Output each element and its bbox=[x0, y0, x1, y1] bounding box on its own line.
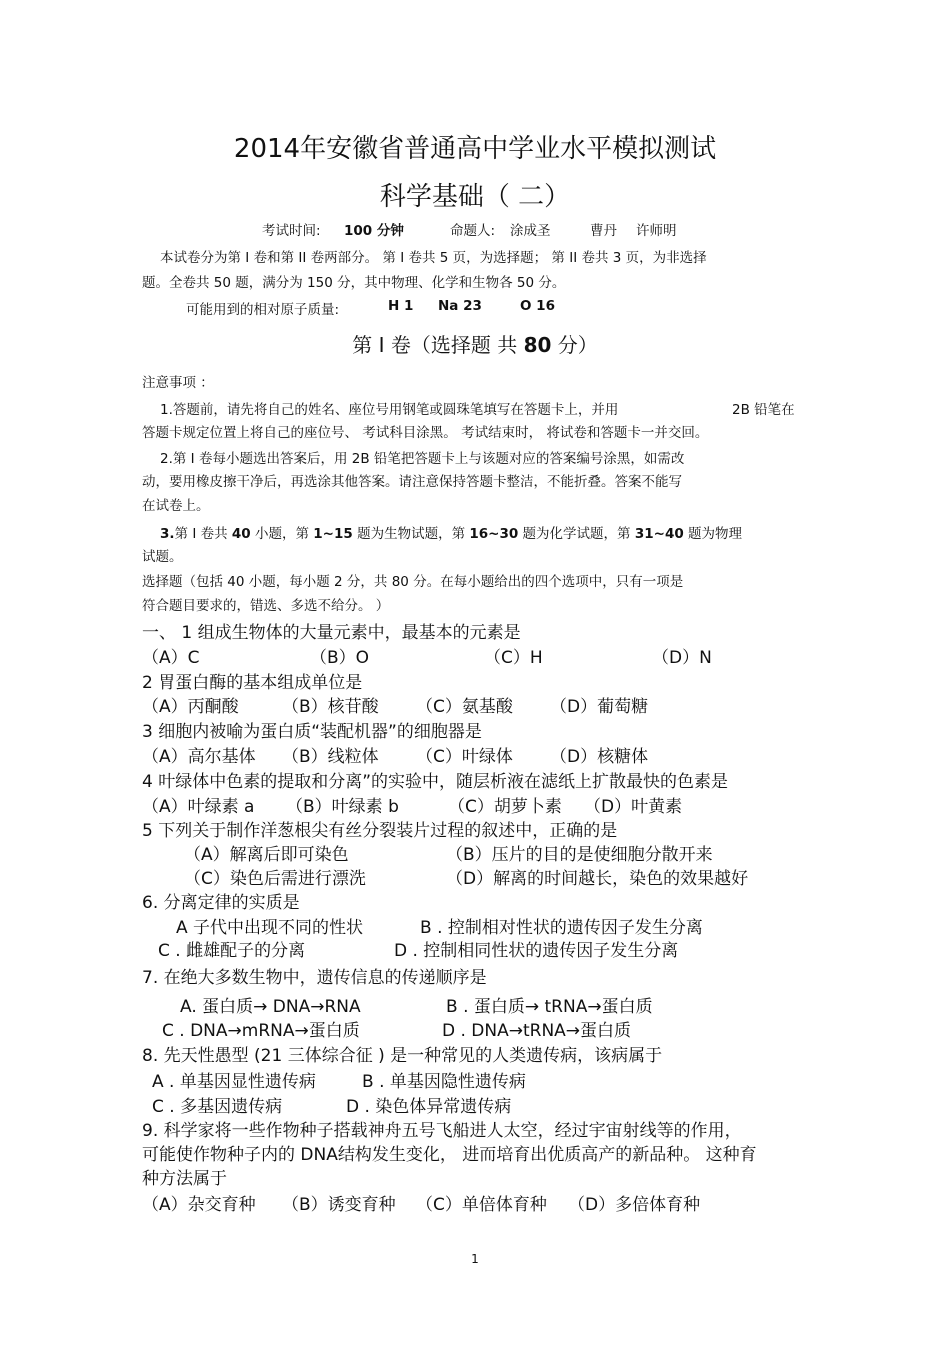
question-3: 3 细胞内被喻为蛋白质“装配机器”的细胞器是 bbox=[142, 722, 482, 742]
page-number: 1 bbox=[471, 1252, 479, 1266]
q1-option-d: （D）N bbox=[652, 648, 712, 668]
q9-option-c: （C）单倍体育种 bbox=[416, 1195, 547, 1215]
note-1-line-1-tail: 2B 铅笔在 bbox=[732, 402, 795, 418]
q1-option-a: （A）C bbox=[142, 648, 200, 668]
author-2: 曹丹 bbox=[590, 223, 617, 239]
note-2-line-2: 动，要用橡皮擦干净后，再选涂其他答案。请注意保持答题卡整洁，不能折叠。答案不能写 bbox=[142, 474, 682, 490]
atomic-mass-o: O 16 bbox=[520, 298, 555, 314]
q7-option-d: D . DNA→tRNA→蛋白质 bbox=[442, 1021, 632, 1041]
q6-option-b: B . 控制相对性状的遗传因子发生分离 bbox=[420, 918, 703, 938]
author-label: 命题人: bbox=[450, 223, 496, 239]
exam-time-label: 考试时间: bbox=[262, 223, 321, 239]
question-9-line-2: 可能使作物种子内的 DNA结构发生变化， 进而培育出优质高产的新品种。 这种育 bbox=[142, 1145, 757, 1165]
q2-option-b: （B）核苷酸 bbox=[282, 697, 379, 717]
q9-option-a: （A）杂交育种 bbox=[142, 1195, 256, 1215]
q3-option-c: （C）叶绿体 bbox=[416, 747, 513, 767]
q4-option-a: （A）叶绿素 a bbox=[142, 797, 255, 817]
q2-option-c: （C）氨基酸 bbox=[416, 697, 513, 717]
note-2-line-3: 在试卷上。 bbox=[142, 498, 210, 514]
q2-option-a: （A）丙酮酸 bbox=[142, 697, 239, 717]
author-1: 涂成圣 bbox=[510, 223, 551, 239]
q8-option-a: A . 单基因显性遗传病 bbox=[152, 1072, 316, 1092]
page-subtitle: 科学基础（ 二） bbox=[379, 182, 571, 212]
q6-option-d: D . 控制相同性状的遗传因子发生分离 bbox=[394, 941, 679, 961]
q5-option-a: （A）解离后即可染色 bbox=[184, 845, 349, 865]
q3-option-b: （B）线粒体 bbox=[282, 747, 379, 767]
q6-option-a: A 子代中出现不同的性状 bbox=[176, 918, 364, 938]
q2-option-d: （D）葡萄糖 bbox=[550, 697, 649, 717]
q7-option-c: C . DNA→mRNA→蛋白质 bbox=[162, 1021, 360, 1041]
q3-option-a: （A）高尔基体 bbox=[142, 747, 256, 767]
q8-option-c: C . 多基因遗传病 bbox=[152, 1097, 283, 1117]
question-2: 2 胃蛋白酶的基本组成单位是 bbox=[142, 673, 363, 693]
question-7: 7. 在绝大多数生物中，遗传信息的传递顺序是 bbox=[142, 968, 487, 988]
q1-option-c: （C）H bbox=[484, 648, 543, 668]
q8-option-b: B . 单基因隐性遗传病 bbox=[362, 1072, 526, 1092]
question-4: 4 叶绿体中色素的提取和分离”的实验中，随层析液在滤纸上扩散最快的色素是 bbox=[142, 772, 729, 792]
question-6: 6. 分离定律的实质是 bbox=[142, 893, 300, 913]
intro-line-2: 题。全卷共 50 题，满分为 150 分，其中物理、化学和生物各 50 分。 bbox=[142, 275, 566, 291]
question-9-line-1: 9. 科学家将一些作物种子搭载神舟五号飞船进人太空，经过宇宙射线等的作用， bbox=[142, 1121, 742, 1141]
q4-option-c: （C）胡萝卜素 bbox=[448, 797, 562, 817]
q9-option-d: （D）多倍体育种 bbox=[568, 1195, 701, 1215]
choice-intro-line-2: 符合题目要求的，错选、多选不给分。 ） bbox=[142, 598, 390, 614]
note-3-line-2: 试题。 bbox=[142, 549, 183, 565]
question-1: 一、 1 组成生物体的大量元素中，最基本的元素是 bbox=[142, 623, 521, 643]
q7-option-a: A. 蛋白质→ DNA→RNA bbox=[180, 997, 361, 1017]
q4-option-b: （B）叶绿素 b bbox=[286, 797, 399, 817]
author-3: 许师明 bbox=[636, 223, 677, 239]
q6-option-c: C . 雌雄配子的分离 bbox=[158, 941, 306, 961]
atomic-mass-label: 可能用到的相对原子质量: bbox=[186, 302, 340, 318]
choice-intro-line-1: 选择题（包括 40 小题，每小题 2 分，共 80 分。在每小题给出的四个选项中，只有一项是 bbox=[142, 574, 684, 590]
note-1-line-1: 1.答题前，请先将自己的姓名、座位号用钢笔或圆珠笔填写在答题卡上，并用 bbox=[160, 402, 619, 418]
question-8: 8. 先天性愚型 (21 三体综合征 ) 是一种常见的人类遗传病，该病属于 bbox=[142, 1046, 663, 1066]
exam-time: 100 分钟 bbox=[344, 223, 404, 239]
page-title: 2014年安徽省普通高中学业水平模拟测试 bbox=[233, 134, 717, 164]
q3-option-d: （D）核糖体 bbox=[550, 747, 649, 767]
q5-option-c: （C）染色后需进行漂洗 bbox=[184, 869, 366, 889]
question-5: 5 下列关于制作洋葱根尖有丝分裂装片过程的叙述中，正确的是 bbox=[142, 821, 618, 841]
q7-option-b: B . 蛋白质→ tRNA→蛋白质 bbox=[446, 997, 653, 1017]
section-heading: 第 Ⅰ 卷（选择题 共 80 分） bbox=[352, 333, 598, 357]
q8-option-d: D . 染色体异常遗传病 bbox=[346, 1097, 512, 1117]
note-3-line-1: 3.第 I 卷共 40 小题，第 1~15 题为生物试题，第 16~30 题为化学试题，第 31~40 题为物理 bbox=[160, 526, 743, 542]
atomic-mass-na: Na 23 bbox=[438, 298, 482, 314]
intro-line-1: 本试卷分为第 I 卷和第 II 卷两部分。 第 I 卷共 5 页，为选择题； 第 II 卷共 3 页，为非选择 bbox=[160, 250, 707, 266]
atomic-mass-h: H 1 bbox=[388, 298, 414, 314]
notes-title: 注意事项 ： bbox=[142, 375, 214, 391]
q9-option-b: （B）诱变育种 bbox=[282, 1195, 396, 1215]
q5-option-d: （D）解离的时间越长，染色的效果越好 bbox=[446, 869, 749, 889]
question-9-line-3: 种方法属于 bbox=[142, 1169, 227, 1189]
q5-option-b: （B）压片的目的是使细胞分散开来 bbox=[446, 845, 713, 865]
q4-option-d: （D）叶黄素 bbox=[584, 797, 683, 817]
note-1-line-2: 答题卡规定位置上将自己的座位号、 考试科目涂黑。 考试结束时， 将试卷和答题卡一并交回。 bbox=[142, 425, 709, 441]
note-2-line-1: 2.第 I 卷每小题选出答案后，用 2B 铅笔把答题卡上与该题对应的答案编号涂黑，如需改 bbox=[160, 451, 685, 467]
q1-option-b: （B）O bbox=[310, 648, 370, 668]
